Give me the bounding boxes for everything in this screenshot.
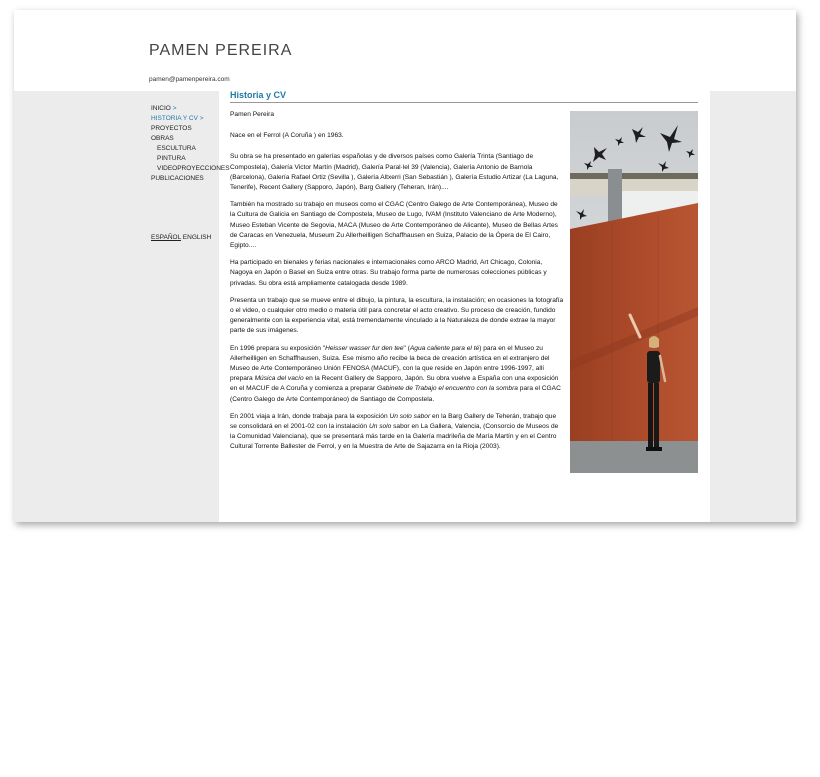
text-run: para el CGAC (Centro Galego de Arte Contemporáneo) de Santiago de Compostela. [230,385,561,403]
work-title: Heisser wasser fur den tee [325,344,404,352]
email-link[interactable]: pamen@pamenpereira.com [149,76,230,83]
section-divider [230,102,698,103]
nav-item-escultura[interactable]: ESCULTURA [157,145,196,152]
work-title: Música del vacío [254,375,304,383]
bio-paragraph-fairs: Ha participado en bienales y ferias nacionales e internacionales como ARCO Madrid, Art Chicago, Colonia, Nagoya en Japón o Basel en Suiza entre otras. Su trabajo forma parte de numerosas colecciones públicas y privadas. Su obra está ampliamente catalogada desde 1989. [230,259,547,287]
section-title: Historia y CV [230,90,287,100]
work-title: Gabinete de Trabajo el encuentro con la sombra [376,385,518,393]
nav-item-inicio[interactable] [151,104,221,114]
text-run: " ( [403,344,410,352]
nav-item-publicaciones[interactable]: PUBLICACIONES [151,175,204,182]
language-switcher [151,234,211,241]
bio-paragraph-museums: También ha mostrado su trabajo en museos como el CGAC (Centro Galego de Arte Contemporánea), Museo de la Cultura de Galicia en Santiago de Compostela, Museo de Lugo, IVAM (Instituto Valenciano de Arte Moderno), Museo Esteban Vicente de Segovia, MACA (Museo de Arte Contemporáneo de Alicante), Museo de Bellas Artes de Caracas en Venezuela, Museum Zu Allerheilligen Schaffhausen en Suiza, Palacio de la Ópera de El Cairo, Egipto.... [230,201,558,250]
nav-item-historia-y-cv[interactable] [151,114,221,124]
site-header [14,10,796,91]
work-title: Agua caliente para el té [409,344,480,352]
bio-paragraph-birth: Nace en el Ferrol (A Coruña ) en 1963. [230,132,344,140]
artist-photo-image [570,111,698,473]
nav-item-pintura[interactable]: PINTURA [157,155,186,162]
nav-item-videoproyecciones[interactable]: VIDEOPROYECCIONES [157,165,230,172]
site-title[interactable]: PAMEN PEREIRA [149,42,293,59]
bio-paragraph-practice: Presenta un trabajo que se mueve entre el dibujo, la pintura, la escultura, la instalación; en ocasiones la fotografía o el video, o cualquier otro medio o materia útil para concretar el acto creativo. Su proceso de creación, fundido generalmente con la experiencia vital, está tremendamente vinculado a la Naturaleza de donde extrae la mayor parte de sus imágenes. [230,296,564,335]
browser-page [14,10,796,522]
bio-text [230,110,564,460]
nav-item-label: INICIO [151,105,171,112]
work-title: Un solo [368,423,392,431]
bio-name: Pamen Pereira [230,111,274,118]
text-run: en la Recent Gallery de Sapporo, Japón. Su obra vuelve a España con una exposición en el MACUF de A Coruña y comienza a preparar [230,375,559,393]
bio-paragraph-1996 [230,344,564,405]
sidebar-nav [151,104,230,184]
nav-arrow-icon: > [199,115,204,122]
nav-item-obras[interactable]: OBRAS [151,135,174,142]
text-run: ) para en el Museo zu Allerheilligen en Schaffhausen, Suiza. Ese mismo año recibe la beca de creación artística en el extranjero del Museo de Arte Contemporáneo Unión FENOSA (MACUF), con la que reside en Japón entre 1996-1997, allí prepara [230,344,550,383]
artist-photo [570,111,698,473]
lang-english-link[interactable]: ENGLISH [182,234,212,241]
text-run: En 2001 viaja a Irán, donde trabaja para la exposición [230,412,390,420]
work-title: Un solo sabor [389,412,431,420]
text-run: En 1996 prepara su exposición " [230,344,326,352]
lang-espanol-link[interactable]: ESPAÑOL [151,234,181,241]
text-run: sabor en La Gallera, Valencia, (Consorcio de Museos de la Comunidad Valenciana), que se presentará más tarde en la Galería madrileña de María Martín y en el Centro Cultural Torrente Ballester de Ferrol, y en la Muestra de Arte de Sajazarra en la Rioja (2003). [230,423,559,451]
bio-paragraph-2001 [230,412,564,453]
text-run: en la Barg Gallery de Teherán, trabajo que se consolidará en el 2001-02 con la instalación [230,412,557,431]
nav-arrow-icon: > [172,105,177,112]
nav-item-label: HISTORIA Y CV [151,115,198,122]
nav-item-proyectos[interactable]: PROYECTOS [151,125,192,132]
bio-paragraph-galleries: Su obra se ha presentado en galerías españolas y de diversos países como Galería Trinta (Santiago de Compostela), Galería Victor Martín (Madrid), Galería Paral·lel 39 (Valencia), Galería Antonio de Barnola (Barcelona), Galería Rafael Ortiz (Sevilla ), Galería Altxerri (San Sebastián ), Galería Estudio Artizar (La Laguna, Tenerife), Recent Gallery (Sapporo, Japón), Barg Gallery (Teheran, Irán).... [230,153,559,192]
